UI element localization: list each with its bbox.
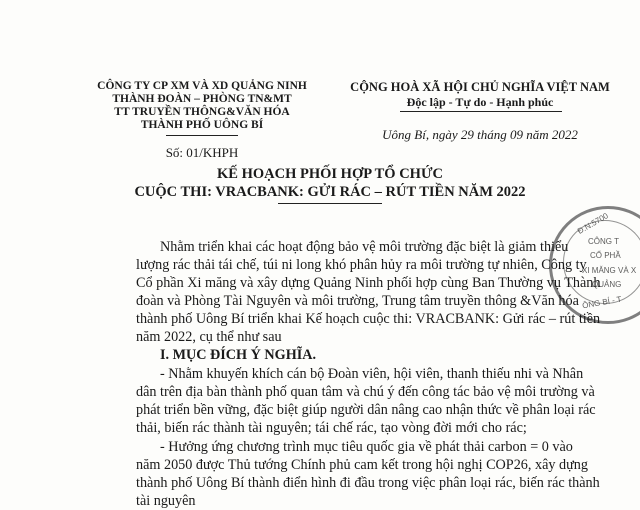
stamp-text-5: ÔNG BÍ - T — [581, 294, 623, 311]
national-title: CỘNG HOÀ XÃ HỘI CHỦ NGHĨA VIỆT NAM — [350, 80, 610, 94]
org-name-city: THÀNH PHỐ UÔNG BÍ — [140, 119, 264, 131]
intro-line-6: năm 2022, cụ thể như sau — [136, 329, 282, 345]
org-name-media-center: TT TRUYỀN THÔNG&VĂN HÓA — [114, 106, 290, 118]
para1-line-4: thải, biến rác thành tài nguyên; tái chế rác, tạo vòng đời mới cho rác; — [136, 420, 527, 436]
intro-line-2: lượng rác thải tái chế, túi ni long khó phân hủy ra môi trường tự nhiên, Công ty — [136, 257, 587, 273]
document-title-line2: CUỘC THI: VRACBANK: GỬI RÁC – RÚT TIỀN NĂM 2022 — [134, 184, 526, 200]
document-date: Uông Bí, ngày 29 tháng 09 năm 2022 — [382, 127, 578, 142]
org-name-youth-union: THÀNH ĐOÀN – PHÒNG TN&MT — [112, 93, 292, 105]
para2-line-1: - Hưởng ứng chương trình mục tiêu quốc gia về phát thải carbon = 0 vào — [160, 439, 573, 455]
intro-line-3: Cổ phần Xi măng và xây dựng Quảng Ninh phối hợp cùng Ban Thường vụ Thành — [136, 275, 601, 291]
para1-line-2: dân trên địa bàn thành phố quan tâm và chú ý đến công tác bảo vệ môi trường và — [136, 384, 595, 400]
title-underline — [278, 203, 382, 204]
stamp-text-1: CÔNG T — [588, 237, 619, 246]
para2-line-3: thành phố Uông Bí thành điển hình đi đầu trong việc phân loại rác, biến rác thành — [136, 475, 600, 491]
para1-line-3: phát triển bền vững, đặc biệt giúp người dân nâng cao nhận thức về phân loại rác — [136, 402, 596, 418]
section-1-heading: I. MỤC ĐÍCH Ý NGHĨA. — [160, 347, 317, 363]
header-right-underline — [400, 111, 562, 112]
stamp-text-2: CỔ PHẦ — [590, 251, 621, 260]
intro-line-1: Nhằm triển khai các hoạt động bảo vệ môi trường đặc biệt là giảm thiểu — [160, 239, 569, 255]
intro-line-4: đoàn và Phòng Tài Nguyên và môi trường, Trung tâm truyền thông &Văn hóa — [136, 293, 579, 309]
intro-line-5: thành phố Uông Bí triển khai Kế hoạch cuộc thi: VRACBANK: Gửi rác – rút tiền — [136, 311, 601, 327]
org-name-company: CÔNG TY CP XM VÀ XD QUẢNG NINH — [97, 80, 307, 92]
para1-line-1: - Nhằm khuyến khích cán bộ Đoàn viên, hội viên, thanh thiếu nhi và Nhân — [160, 366, 584, 382]
document-title-line1: KẾ HOẠCH PHỐI HỢP TỔ CHỨC — [217, 166, 443, 182]
para2-line-4: tài nguyên — [136, 493, 196, 509]
doc-number: Số: 01/KHPH — [165, 145, 239, 160]
header-left-underline — [166, 135, 238, 136]
national-motto: Độc lập - Tự do - Hạnh phúc — [406, 95, 554, 109]
para2-line-2: năm 2050 được Thủ tướng Chính phủ cam kết trong hội nghị COP26, xây dựng — [136, 457, 588, 473]
stamp-number: Đ.N:5700 — [576, 211, 610, 236]
stamp-text-3: XI MĂNG VÀ X — [582, 266, 637, 275]
stamp-text-4: QUẢNG — [592, 280, 622, 289]
